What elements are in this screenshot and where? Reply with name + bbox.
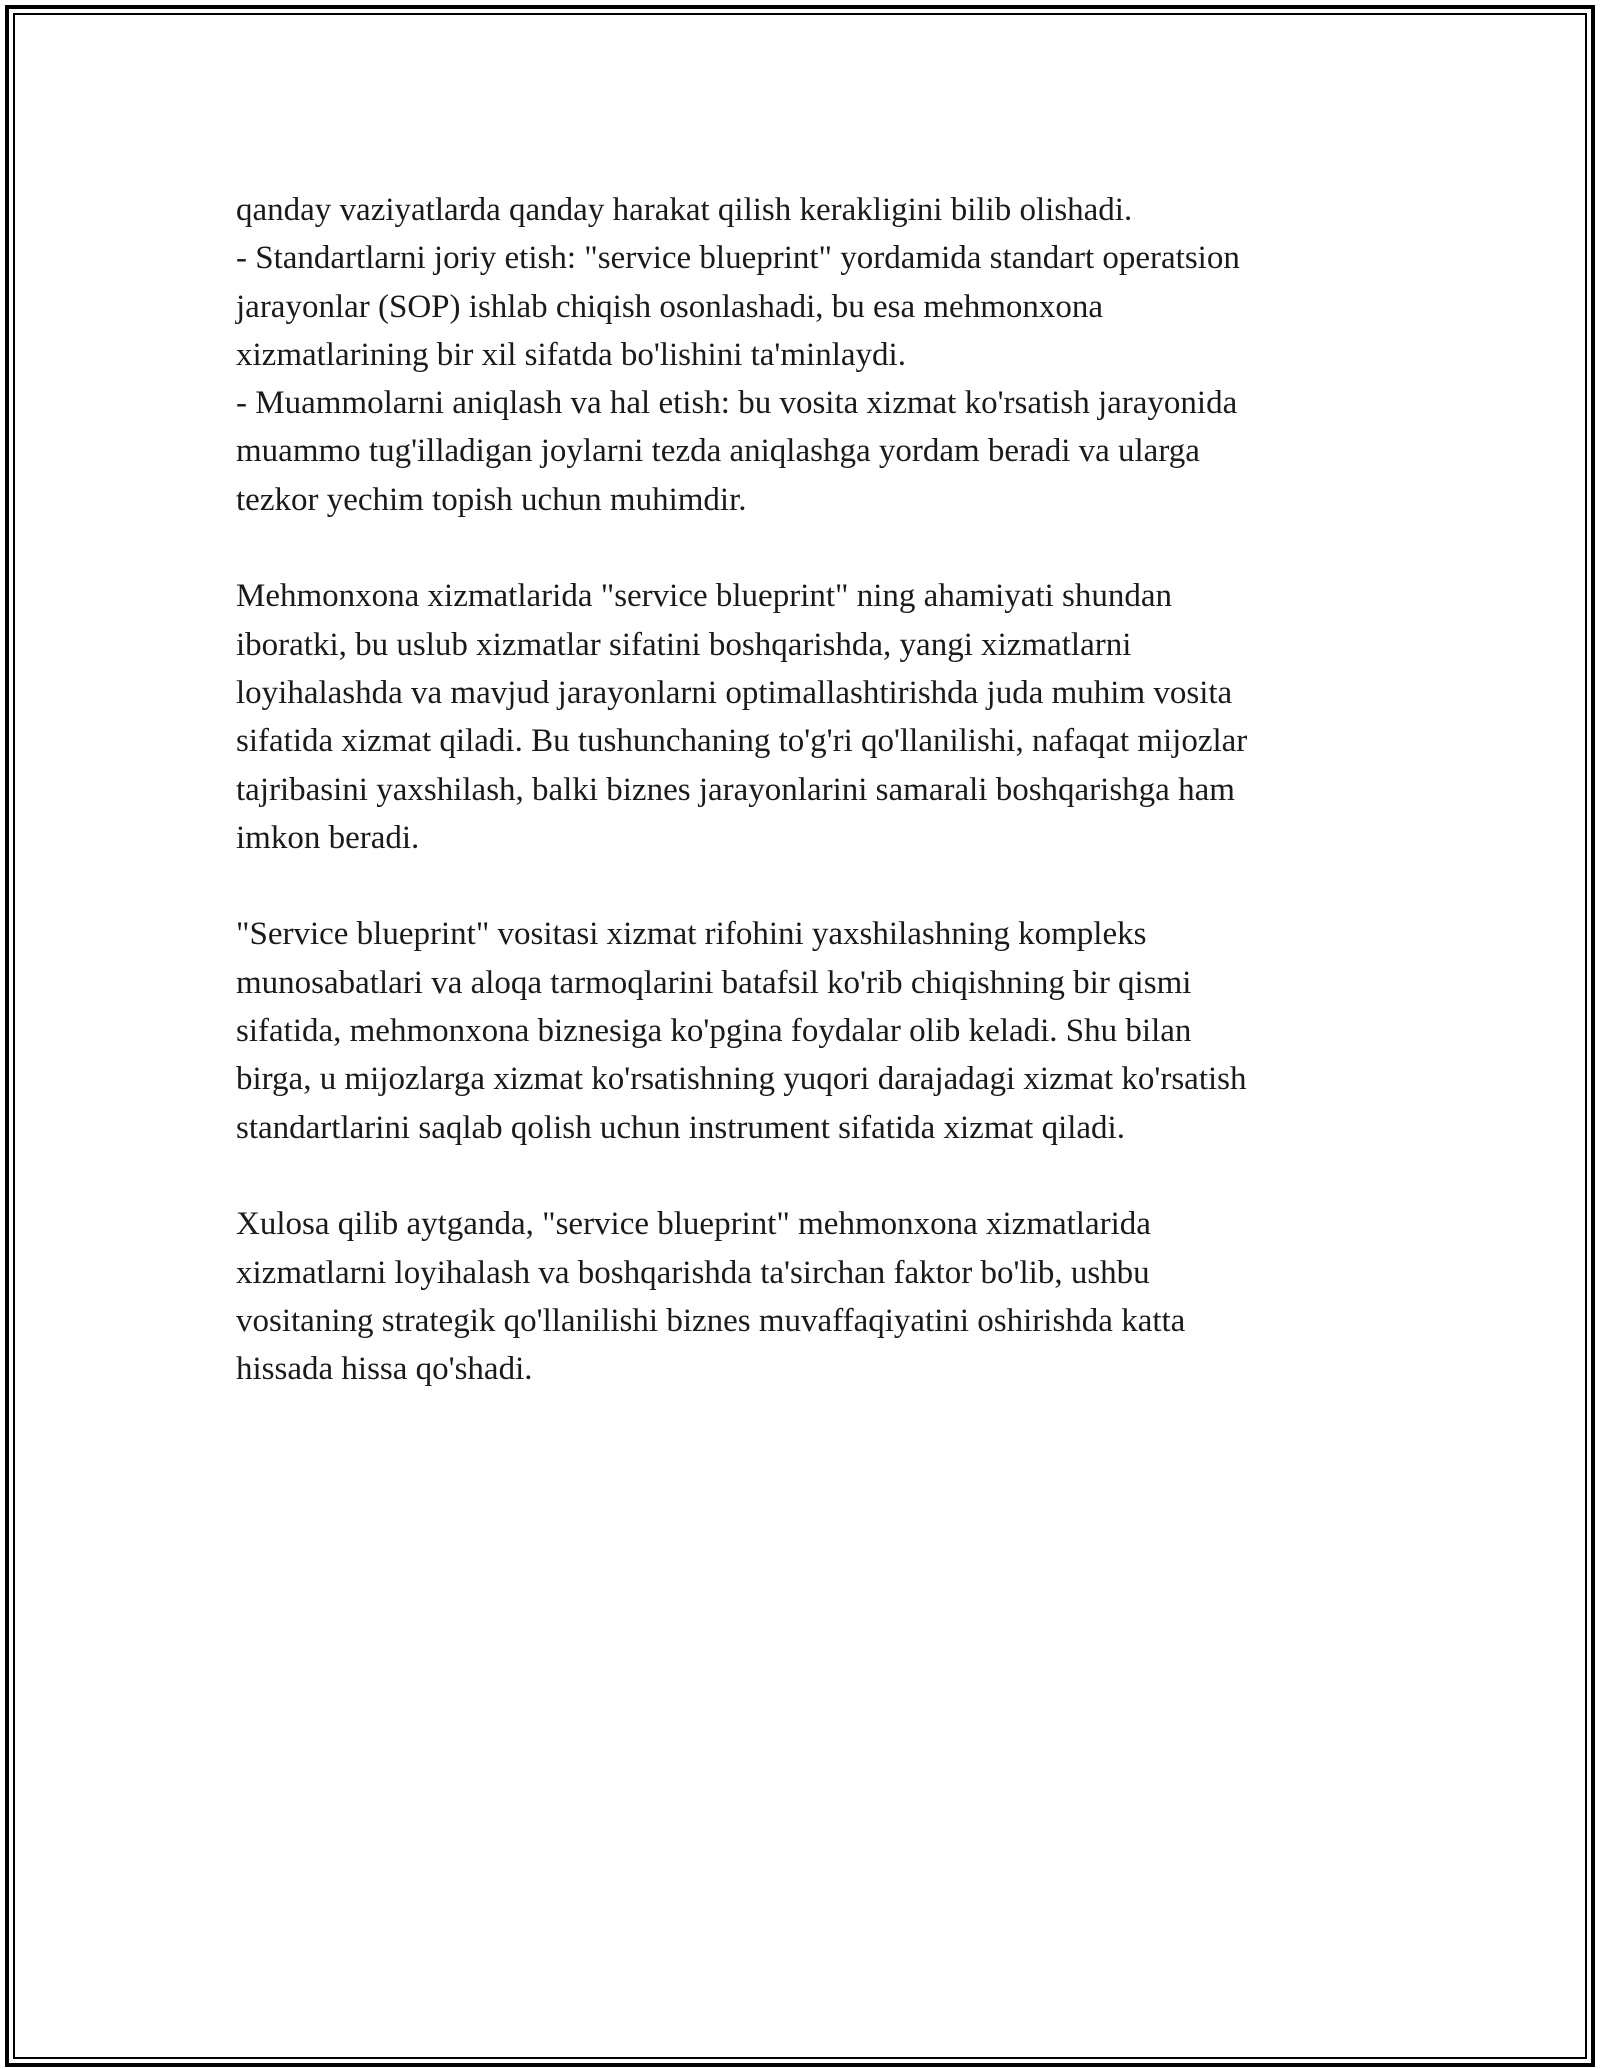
paragraph-tool-benefits	[236, 910, 1386, 1151]
paragraph-spacer	[236, 862, 1386, 910]
text-line: vositaning strategik qo'llanilishi biznes muvaffaqiyatini oshirishda katta	[236, 1302, 1186, 1339]
paragraph-spacer	[236, 524, 1386, 572]
text-line: tajribasini yaxshilash, balki biznes jarayonlarini samarali boshqarishga ham	[236, 771, 1235, 808]
text-line: - Standartlarni joriy etish: "service blueprint" yordamida standart operatsion	[236, 240, 1240, 277]
text-line: jarayonlar (SOP) ishlab chiqish osonlashadi, bu esa mehmonxona	[236, 288, 1104, 325]
text-line: sifatida, mehmonxona biznesiga ko'pgina foydalar olib keladi. Shu bilan	[236, 1013, 1192, 1050]
text-line: xizmatlarining bir xil sifatda bo'lishini ta'minlaydi.	[236, 336, 906, 373]
text-line: - Muammolarni aniqlash va hal etish: bu vosita xizmat ko'rsatish jarayonida	[236, 385, 1238, 422]
paragraph-benefits-list	[236, 186, 1386, 524]
document-body	[236, 186, 1386, 1393]
text-line: loyihalashda va mavjud jarayonlarni optimallashtirishda juda muhim vosita	[236, 674, 1233, 711]
text-line: hissada hissa qo'shadi.	[236, 1351, 533, 1388]
text-line: munosabatlari va aloqa tarmoqlarini batafsil ko'rib chiqishning bir qismi	[236, 964, 1192, 1001]
text-line: Mehmonxona xizmatlarida "service blueprint" ning ahamiyati shundan	[236, 578, 1173, 615]
paragraph-spacer	[236, 1152, 1386, 1200]
text-line: imkon beradi.	[236, 819, 420, 856]
text-line: Xulosa qilib aytganda, "service blueprint" mehmonxona xizmatlarida	[236, 1206, 1151, 1243]
text-line: standartlarini saqlab qolish uchun instrument sifatida xizmat qiladi.	[236, 1109, 1125, 1146]
text-line: qanday vaziyatlarda qanday harakat qilish kerakligini bilib olishadi.	[236, 192, 1133, 228]
paragraph-conclusion	[236, 1200, 1386, 1393]
text-line: muammo tug'illadigan joylarni tezda aniqlashga yordam beradi va ularga	[236, 433, 1200, 470]
text-line: tezkor yechim topish uchun muhimdir.	[236, 481, 747, 518]
text-line: xizmatlarni loyihalash va boshqarishda ta'sirchan faktor bo'lib, ushbu	[236, 1254, 1150, 1291]
paragraph-importance	[236, 572, 1386, 862]
text-line: iboratki, bu uslub xizmatlar sifatini boshqarishda, yangi xizmatlarni	[236, 626, 1132, 663]
text-line: sifatida xizmat qiladi. Bu tushunchaning to'g'ri qo'llanilishi, nafaqat mijozlar	[236, 723, 1248, 760]
text-line: birga, u mijozlarga xizmat ko'rsatishning yuqori darajadagi xizmat ko'rsatish	[236, 1061, 1247, 1098]
text-line: "Service blueprint" vositasi xizmat rifohini yaxshilashning kompleks	[236, 916, 1147, 953]
